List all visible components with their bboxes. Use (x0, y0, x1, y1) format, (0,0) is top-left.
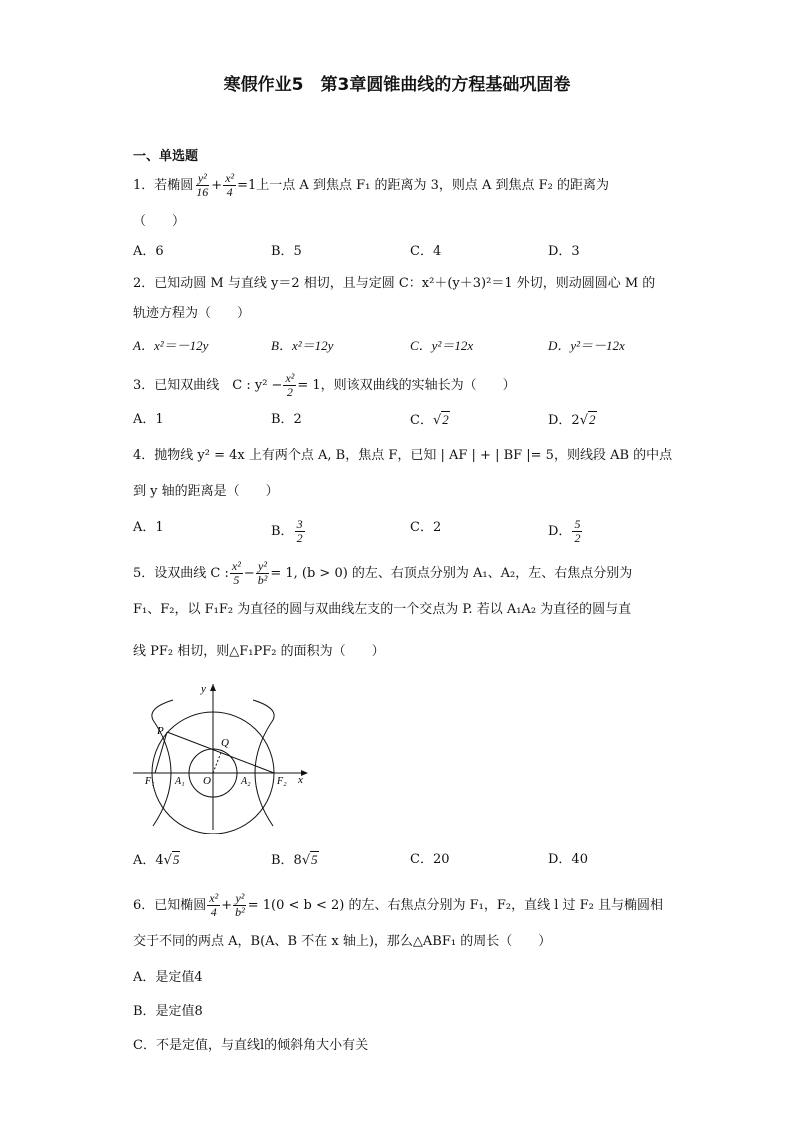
q5-stem-1 (133, 560, 632, 587)
q4-option-b[interactable]: B． $\frac{3}{2}$ (271, 517, 303, 545)
q1-option-c[interactable]: C．4 (410, 244, 442, 259)
q5-figure (133, 680, 313, 834)
q1-text-2: =1上一点 A 到焦点 F₁ 的距离为 3，则点 A 到焦点 F₂ 的距离为 (237, 178, 609, 193)
q1-text-1: 1．若椭圆 (133, 178, 194, 193)
q5-frac-1: $\frac{\text{x²}}{5}$ (231, 559, 241, 587)
q4-option-a[interactable]: A．1 (133, 520, 164, 535)
q6-stem-2: 交于不同的两点 A，B(A、B 不在 x 轴上)，那么△ABF₁ 的周长（ ） (133, 934, 552, 949)
q4-options (133, 517, 693, 545)
q2-stem-1: 2．已知动圆 M 与直线 y＝2 相切，且与定圆 C：x²＋(y＋3)²＝1 外切，则动圆圆心 M 的 (133, 276, 656, 291)
q4-stem-2: 到 y 轴的距离是（ ） (133, 484, 279, 499)
q5-options (133, 850, 693, 870)
label-q: Q (221, 737, 229, 749)
q1-paren: （ ） (133, 214, 186, 229)
page-title: 寒假作业5 第3章圆锥曲线的方程基础巩固卷 (223, 75, 571, 95)
q6-frac-2: $\frac{\text{y²}}{\text{b²}}$ (235, 891, 245, 919)
q5-stem-3: 线 PF₂ 相切，则△F₁PF₂ 的面积为（ ） (133, 644, 385, 659)
q3-options (133, 410, 693, 430)
q5-stem-2: F₁、F₂，以 F₁F₂ 为直径的圆与双曲线左支的一个交点为 P. 若以 A₁A₂ 为直径的圆与直 (133, 602, 632, 617)
label-f1: F₁ (145, 776, 155, 787)
q3-stem (133, 372, 516, 399)
q1-frac-1: $\frac{\text{y²}}{16}$ (196, 171, 209, 199)
q6-option-a[interactable]: A．是定值4 (133, 970, 203, 985)
q2-options (133, 336, 693, 356)
q2-option-a[interactable]: A．x²＝－12y (133, 338, 209, 353)
q2-stem-2: 轨迹方程为（ ） (133, 306, 251, 321)
line-pf1 (155, 732, 167, 773)
label-f2: F₂ (277, 776, 287, 787)
q1-option-a[interactable]: A．6 (133, 244, 164, 259)
q4-option-d[interactable]: D． $\frac{5}{2}$ (548, 517, 581, 545)
q5-sqrt-b: 5 (311, 852, 318, 867)
q1-options (133, 242, 693, 262)
q3-text-2: = 1，则该双曲线的实轴长为（ ） (297, 378, 516, 393)
q1-frac-2: $\frac{\text{x²}}{4}$ (225, 171, 235, 199)
label-y: y (201, 683, 206, 695)
label-p: P (157, 725, 164, 737)
q6-text-1: 6．已知椭圆 (133, 898, 207, 913)
q5-text-2: = 1, (b > 0) 的左、右顶点分别为 A₁、A₂，左、右焦点分别为 (270, 566, 633, 581)
label-a1: A₁ (175, 776, 185, 787)
q3-option-c[interactable]: C．√2 (410, 412, 449, 428)
q1-option-d[interactable]: D．3 (548, 244, 580, 259)
y-axis-arrow (210, 684, 216, 691)
q3-frac: $\frac{\text{x²}}{2}$ (285, 371, 295, 399)
q2-option-b[interactable]: B．x²＝12y (271, 338, 334, 353)
section-heading: 一、单选题 (133, 149, 199, 164)
q1-option-b[interactable]: B．5 (271, 244, 302, 259)
q6-option-c[interactable]: C．不是定值，与直线l的倾斜角大小有关 (133, 1038, 369, 1053)
q4-stem-1: 4．抛物线 y² = 4x 上有两个点 A, B，焦点 F，已知 | AF | + | BF |= 5，则线段 AB 的中点 (133, 448, 673, 463)
q5-option-d[interactable]: D．40 (548, 852, 588, 867)
q6-frac-1: $\frac{\text{x²}}{4}$ (209, 891, 219, 919)
q6-text-2: = 1(0 < b < 2) 的左、右焦点分别为 F₁，F₂，直线 l 过 F₂ 且与椭圆相 (247, 898, 663, 913)
q2-option-c[interactable]: C．y²＝12x (410, 338, 474, 353)
q5-sqrt-a: 5 (172, 852, 180, 867)
q1-stem (133, 172, 609, 199)
q3-text-1: 3．已知双曲线 C : y² − (133, 378, 283, 393)
label-a2: A₂ (241, 776, 251, 787)
q4-option-c[interactable]: C．2 (410, 520, 442, 535)
label-o: O (203, 775, 211, 787)
q3-option-b[interactable]: B．2 (271, 412, 302, 427)
q6-stem-1 (133, 892, 663, 919)
line-oq (213, 750, 222, 773)
q3-sqrt-c: 2 (442, 412, 449, 427)
q6-plus: + (221, 898, 233, 913)
q5-option-c[interactable]: C．20 (410, 852, 450, 867)
q2-option-d[interactable]: D．y²＝－12x (548, 338, 625, 353)
q5-option-a[interactable]: A．4√5 (133, 852, 180, 868)
q1-plus: + (211, 178, 223, 193)
q6-option-b[interactable]: B．是定值8 (133, 1004, 203, 1019)
q5-frac-2: $\frac{\text{y²}}{\text{b²}}$ (257, 559, 268, 587)
q5-minus: − (243, 566, 255, 581)
q3-sqrt-d: 2 (589, 412, 596, 427)
q5-text-1: 5．设双曲线 C : (133, 566, 229, 581)
q5-option-b[interactable]: B．8√5 (271, 852, 318, 868)
q3-option-a[interactable]: A．1 (133, 412, 164, 427)
q3-option-d[interactable]: D．2√2 (548, 412, 596, 428)
label-x: x (298, 774, 303, 786)
